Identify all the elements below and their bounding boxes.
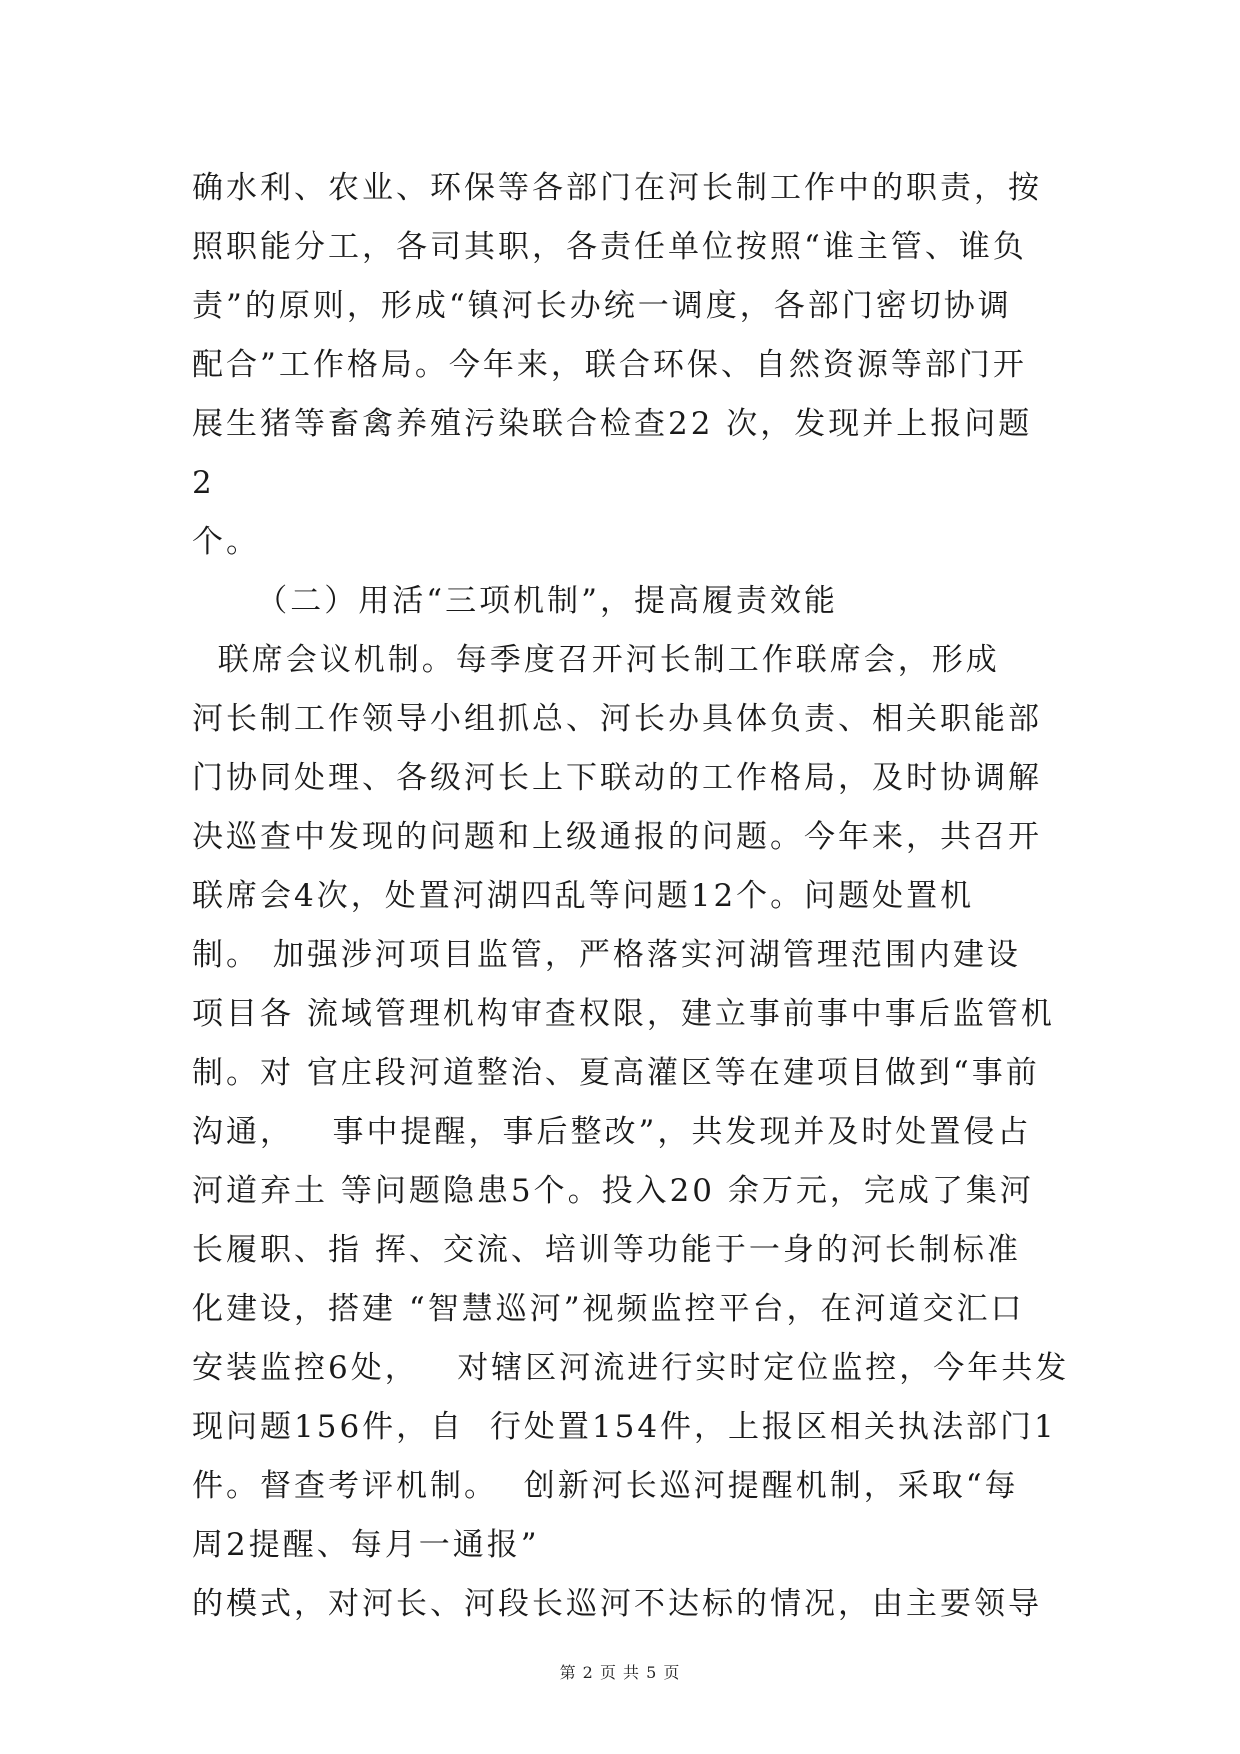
text-line: 件。督查考评机制。 创新河长巡河提醒机制，采取“每 bbox=[192, 1468, 1019, 1504]
text-line: 决巡查中发现的问题和上级通报的问题。今年来，共召开 bbox=[192, 819, 1042, 855]
text-line: 河道弃土 等问题隐患5个。投入20 余万元，完成了集河 bbox=[192, 1173, 1034, 1209]
text-line: 责”的原则，形成“镇河长办统一调度，各部门密切协调 bbox=[192, 288, 1012, 324]
text-line: 安装监控6处， 对辖区河流进行实时定位监控，今年共发 bbox=[192, 1350, 1070, 1386]
text-line: 门协同处理、各级河长上下联动的工作格局，及时协调解 bbox=[192, 760, 1042, 796]
text-line: 现问题156件，自 行处置154件，上报区相关执法部门1 bbox=[192, 1409, 1057, 1445]
page-number-footer: 第 2 页 共 5 页 bbox=[559, 1663, 681, 1682]
text-line: 周2提醒、每月一通报” bbox=[192, 1527, 540, 1563]
text-line: 照职能分工，各司其职，各责任单位按照“谁主管、谁负 bbox=[192, 229, 1027, 265]
text-line: 沟通， 事中提醒，事后整改”，共发现并及时处置侵占 bbox=[192, 1114, 1032, 1150]
text-line: 项目各 流域管理机构审查权限，建立事前事中事后监管机 bbox=[192, 996, 1055, 1032]
text-line: 个。 bbox=[192, 524, 260, 560]
text-line: 制。 加强涉河项目监管，严格落实河湖管理范围内建设 bbox=[192, 937, 1021, 973]
text-line: 确水利、农业、环保等各部门在河长制工作中的职责，按 bbox=[192, 170, 1042, 206]
text-line: 联席会4次，处置河湖四乱等问题12个。问题处置机 bbox=[192, 878, 975, 914]
text-line: 展生猪等畜禽养殖污染联合检查22 次，发现并上报问题 bbox=[192, 406, 1033, 442]
text-line: 化建设，搭建 “智慧巡河”视频监控平台，在河道交汇口 bbox=[192, 1291, 1025, 1327]
text-line: 联席会议机制。每季度召开河长制工作联席会，形成 bbox=[192, 642, 1000, 678]
text-line: 长履职、指 挥、交流、培训等功能于一身的河长制标准 bbox=[192, 1232, 1021, 1268]
text-line: 配合”工作格局。今年来，联合环保、自然资源等部门开 bbox=[192, 347, 1027, 383]
text-line: 河长制工作领导小组抓总、河长办具体负责、相关职能部 bbox=[192, 701, 1042, 737]
text-line: 2 bbox=[192, 465, 215, 501]
section-heading: （二）用活“三项机制”，提高履责效能 bbox=[192, 583, 838, 619]
text-line: 的模式，对河长、河段长巡河不达标的情况，由主要领导 bbox=[192, 1586, 1042, 1622]
text-line: 制。对 官庄段河道整治、夏高灌区等在建项目做到“事前 bbox=[192, 1055, 1040, 1091]
